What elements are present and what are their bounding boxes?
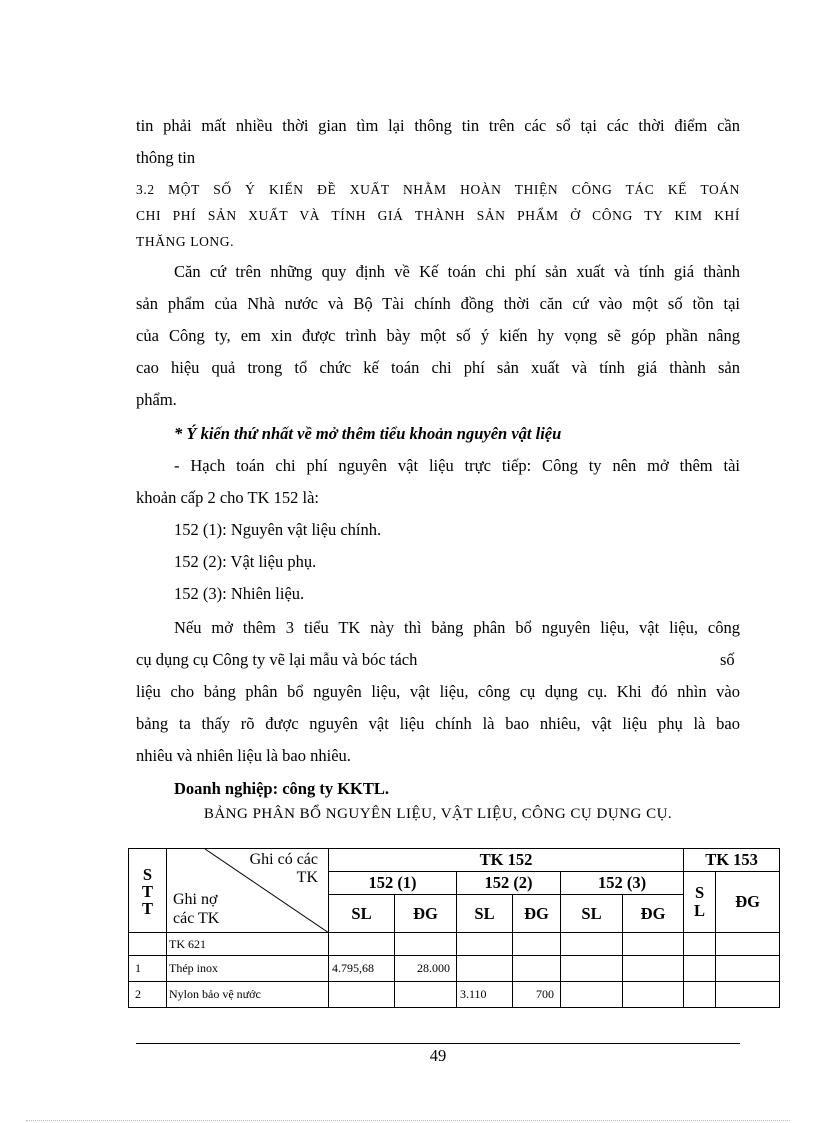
account-152-1: 152 (1): Nguyên vật liệu chính. [174, 520, 382, 539]
credit-label-line1: Ghi có các [249, 851, 318, 868]
dg-1-header: ĐG [395, 895, 457, 933]
dg-2-header: ĐG [513, 895, 561, 933]
para4-line2-end: số [720, 650, 735, 669]
para1-line2: thông tin [136, 148, 196, 167]
row-name: Nylon bảo vệ nước [167, 982, 329, 1008]
row-value [716, 982, 780, 1008]
sl-2-header: SL [457, 895, 513, 933]
table-cell [329, 933, 395, 956]
table-row-group [129, 933, 780, 956]
heading-line1: 3.2 MỘT SỐ Ý KIẾN ĐỀ XUẤT NHẰM HOÀN THIỆN CÔNG TÁC KẾ TOÁN [136, 182, 740, 197]
sl-153-s: S [694, 883, 705, 902]
enterprise-label: Doanh nghiệp: công ty KKTL. [174, 779, 389, 798]
stt-header-s: S [142, 865, 153, 884]
row-value [716, 956, 780, 982]
debit-label-line2: các TK [173, 910, 220, 927]
para1-line1: tin phải mất nhiều thời gian tìm lại thông tin trên các sổ tại các thời điểm cần [136, 116, 740, 135]
sl-3-header: SL [561, 895, 623, 933]
sub-152-1: 152 (1) [329, 872, 457, 895]
para3-line1: - Hạch toán chi phí nguyên vật liệu trực tiếp: Công ty nên mở thêm tài [174, 456, 740, 475]
para4-line1: Nếu mở thêm 3 tiểu TK này thì bảng phân bổ nguyên liệu, vật liệu, công [174, 618, 740, 637]
table-title: BẢNG PHÂN BỔ NGUYÊN LIỆU, VẬT LIỆU, CÔNG CỤ DỤNG CỤ. [203, 806, 673, 822]
heading-line2: CHI PHÍ SẢN XUẤT VÀ TÍNH GIÁ THÀNH SẢN PHẨM Ở CÔNG TY KIM KHÍ [136, 208, 740, 223]
sl-1-header: SL [329, 895, 395, 933]
row-value: 3.110 [457, 982, 513, 1008]
table-cell [623, 933, 684, 956]
para4-line2: cụ dụng cụ Công ty vẽ lại mẫu và bóc tách [136, 650, 418, 669]
para4-line4: bảng ta thấy rõ được nguyên vật liệu chính là bao nhiêu, vật liệu phụ là bao [136, 714, 740, 733]
table-cell [395, 933, 457, 956]
para2-line5: phẩm. [136, 390, 177, 409]
table-cell [129, 933, 167, 956]
credit-label [250, 851, 318, 887]
credit-label-line2: TK [296, 869, 318, 886]
row-value [623, 982, 684, 1008]
table-cell [457, 933, 513, 956]
tk152-header: TK 152 [329, 849, 684, 872]
idea1-heading: * Ý kiến thứ nhất về mở thêm tiểu khoản nguyên vật liệu [174, 424, 562, 443]
row-value [684, 982, 716, 1008]
dg-3-header: ĐG [623, 895, 684, 933]
para2-line4: cao hiệu quả trong tổ chức kế toán chi phí sản xuất và tính giá thành sản [136, 358, 740, 377]
table-cell [561, 933, 623, 956]
row-value: 700 [513, 982, 561, 1008]
row-value [561, 956, 623, 982]
row-stt: 2 [129, 982, 167, 1008]
page-bottom-dotted-edge [26, 1120, 790, 1121]
row-group-label: TK 621 [167, 933, 329, 956]
row-value [561, 982, 623, 1008]
table-row [129, 956, 780, 982]
section-heading [136, 177, 740, 255]
row-value [623, 956, 684, 982]
para4-line3: liệu cho bảng phân bổ nguyên liệu, vật liệu, công cụ dụng cụ. Khi đó nhìn vào [136, 682, 740, 701]
row-value [395, 982, 457, 1008]
para3-line2: khoản cấp 2 cho TK 152 là: [136, 488, 319, 507]
debit-label [173, 890, 219, 928]
row-value [457, 956, 513, 982]
row-stt: 1 [129, 956, 167, 982]
table-row [129, 982, 780, 1008]
stt-header-t1: T [141, 882, 153, 901]
row-value [513, 956, 561, 982]
sl-153-header [684, 872, 716, 933]
table-cell [684, 933, 716, 956]
stt-header [129, 849, 167, 933]
table-cell [513, 933, 561, 956]
tk153-header: TK 153 [684, 849, 780, 872]
heading-line3: THĂNG LONG. [136, 234, 235, 249]
stt-header-t2: T [141, 899, 153, 918]
diagonal-header-cell [167, 849, 329, 933]
para2-line1: Căn cứ trên những quy định về Kế toán chi phí sản xuất và tính giá thành [174, 262, 740, 281]
sl-153-l: L [694, 901, 706, 920]
page-number: 49 [429, 1046, 447, 1065]
row-name: Thép inox [167, 956, 329, 982]
para4-line5: nhiêu và nhiên liệu là bao nhiêu. [136, 746, 351, 765]
allocation-table [128, 848, 780, 1008]
row-value [684, 956, 716, 982]
sub-152-3: 152 (3) [561, 872, 684, 895]
account-152-2: 152 (2): Vật liệu phụ. [174, 552, 317, 571]
para2-line2: sản phẩm của Nhà nước và Bộ Tài chính đồng thời căn cứ vào một số tồn tại [136, 294, 740, 313]
debit-label-line1: Ghi nợ [173, 891, 218, 908]
para2-line3: của Công ty, em xin được trình bày một số ý kiến hy vọng sẽ góp phần nâng [136, 326, 740, 345]
dg-153-header: ĐG [716, 872, 780, 933]
row-value [329, 982, 395, 1008]
sub-152-2: 152 (2) [457, 872, 561, 895]
row-value: 28.000 [395, 956, 457, 982]
account-152-3: 152 (3): Nhiên liệu. [174, 584, 305, 603]
footer-divider [136, 1043, 740, 1044]
row-value: 4.795,68 [329, 956, 395, 982]
table-cell [716, 933, 780, 956]
